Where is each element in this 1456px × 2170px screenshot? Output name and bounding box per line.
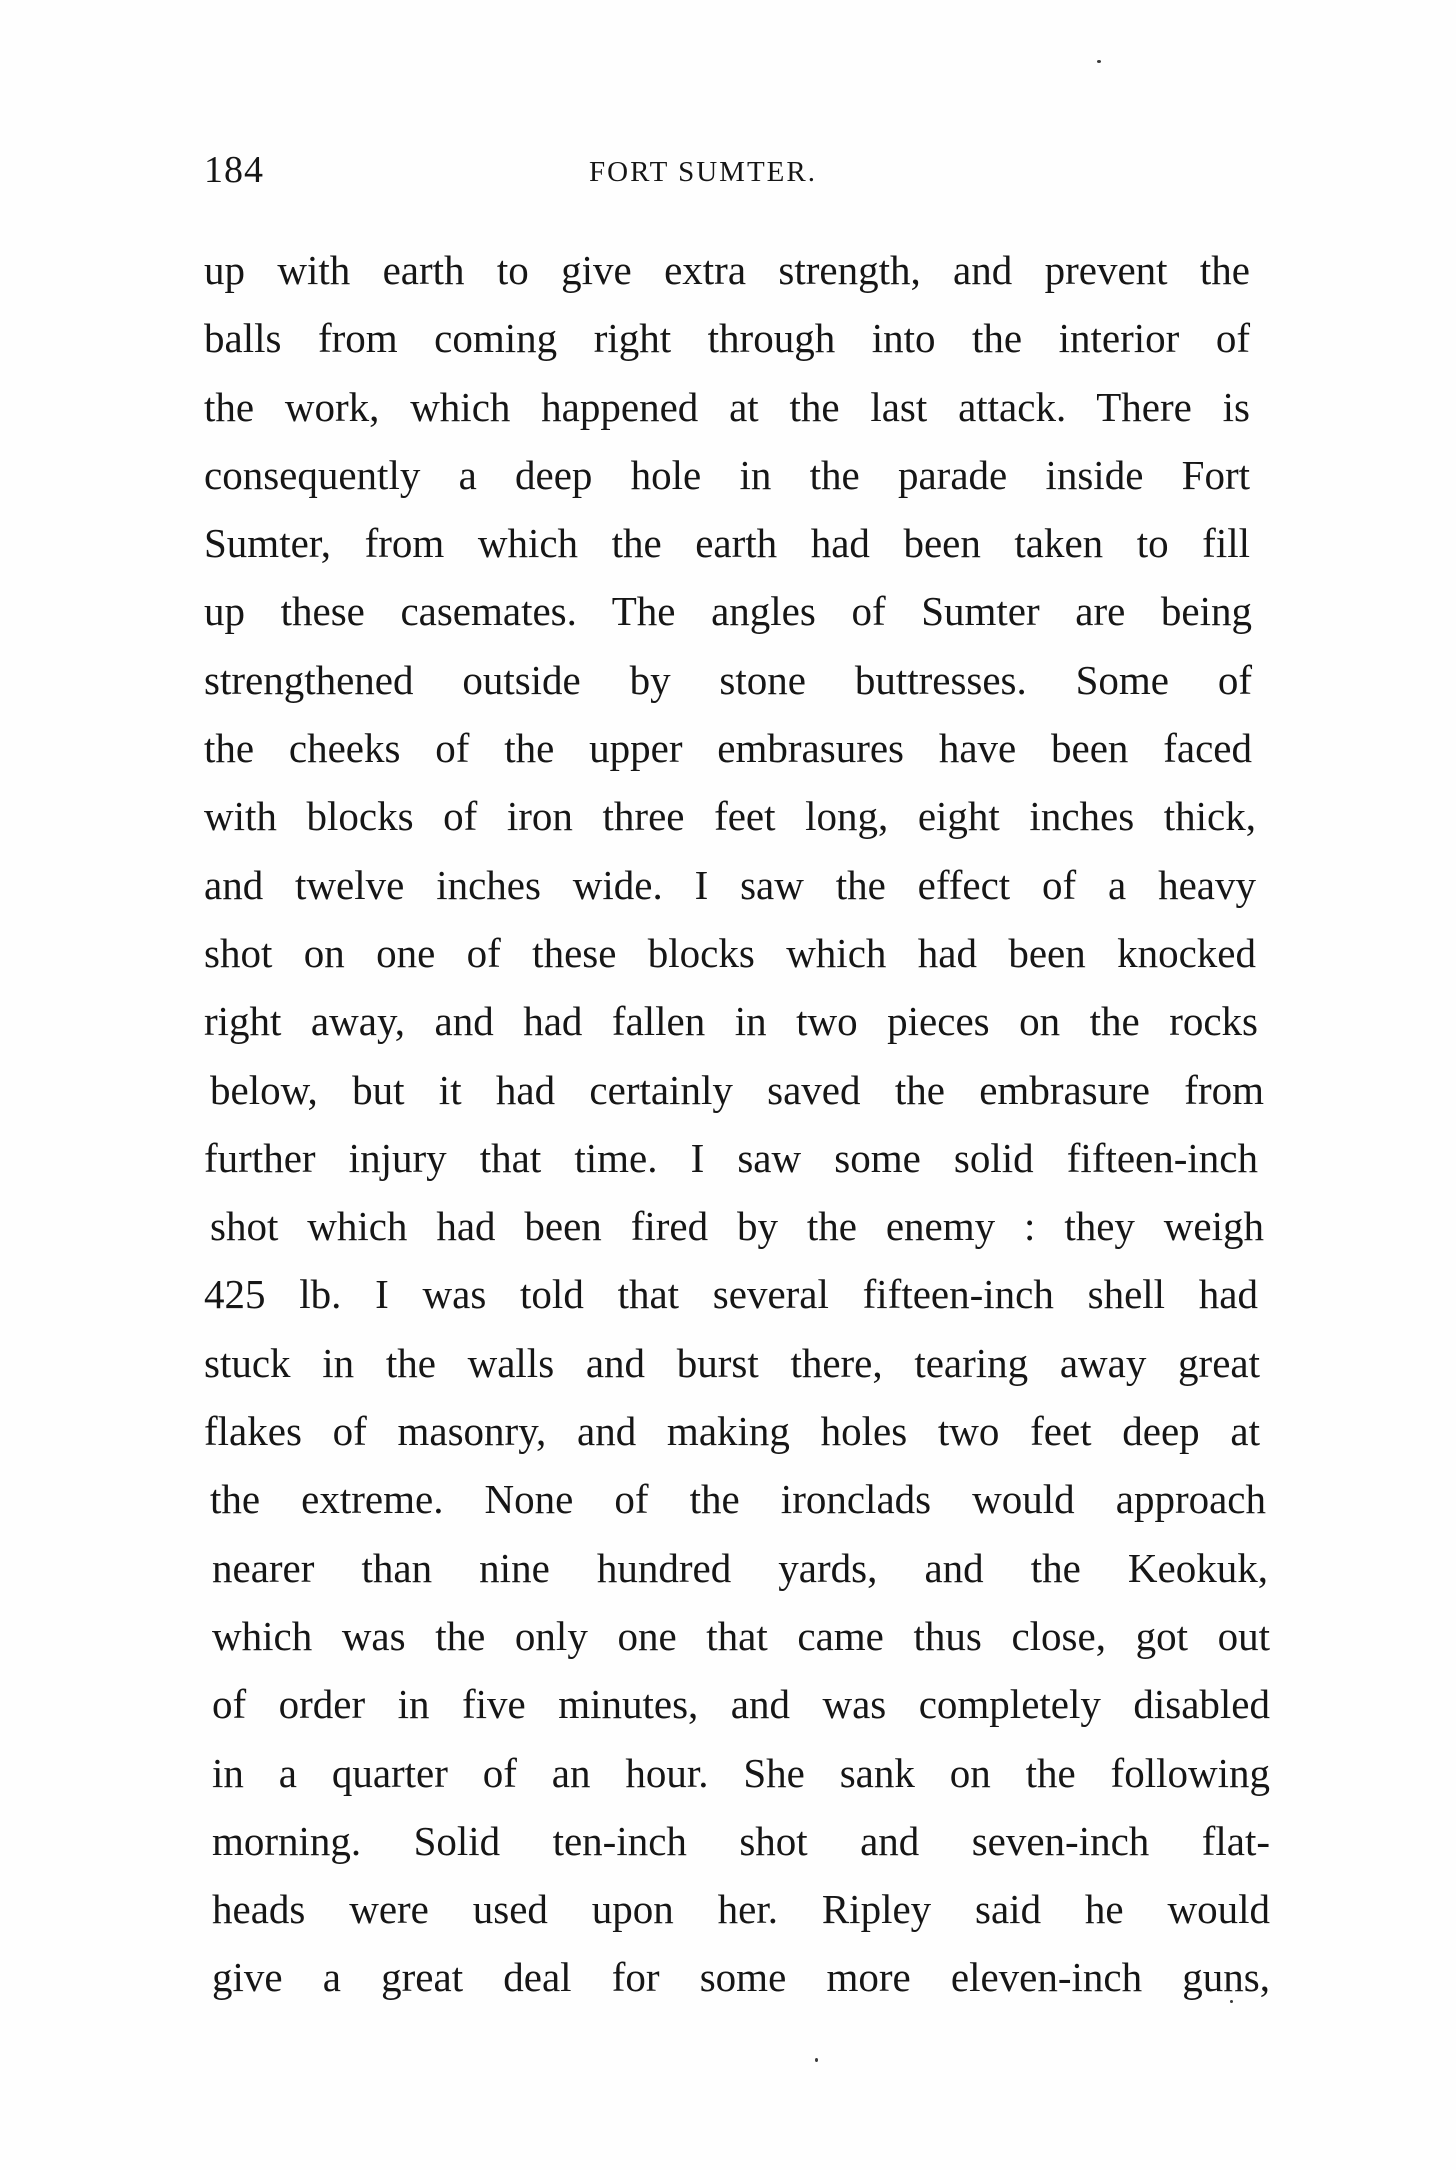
text-line: up with earth to give extra strength, and prevent the [204,247,1250,293]
text-line: shot which had been fired by the enemy : they weigh [210,1203,1264,1250]
body-text [204,236,1270,2012]
text-line: consequently a deep hole in the parade inside Fort [204,451,1250,498]
running-title: FORT SUMTER. [589,156,817,188]
text-line: further injury that time. I saw some solid fifteen-inch [204,1134,1258,1181]
text-line: the work, which happened at the last attack. There is [204,383,1250,430]
text-line: the extreme. None of the ironclads would approach [210,1476,1266,1523]
text-line: which was the only one that came thus close, got out [212,1612,1270,1659]
print-speck [815,2058,818,2062]
print-speck [1097,60,1101,63]
text-line: of order in five minutes, and was completely disabled [212,1681,1270,1728]
print-speck [1230,2000,1233,2003]
text-line: and twelve inches wide. I saw the effect of a heavy [204,861,1256,908]
text-line: in a quarter of an hour. She sank on the following [212,1749,1270,1796]
text-line: with blocks of iron three feet long, eight inches thick, [204,793,1256,840]
text-line: Sumter, from which the earth had been taken to fill [204,520,1250,567]
text-line: balls from coming right through into the interior of [204,315,1250,362]
running-head [204,140,1264,200]
text-line: give a great deal for some more eleven-inch guns, [212,1954,1270,2001]
text-line: nearer than nine hundred yards, and the Keokuk, [212,1544,1268,1591]
text-line: stuck in the walls and burst there, tearing away great [204,1339,1260,1386]
text-line: heads were used upon her. Ripley said he would [212,1886,1270,1933]
text-line: shot on one of these blocks which had been knocked [204,929,1256,976]
text-line: flakes of masonry, and making holes two feet deep at [204,1408,1260,1455]
text-line: below, but it had certainly saved the embrasure from [210,1066,1264,1113]
text-line: 425 lb. I was told that several fifteen-inch shell had [204,1271,1258,1318]
text-line: morning. Solid ten-inch shot and seven-inch flat- [212,1817,1270,1864]
page-number: 184 [204,149,264,191]
text-line: right away, and had fallen in two pieces on the rocks [204,998,1258,1045]
text-line: up these casemates. The angles of Sumter are being [204,588,1252,635]
text-line: strengthened outside by stone buttresses. Some of [204,656,1252,703]
text-line: the cheeks of the upper embrasures have been faced [204,725,1252,772]
